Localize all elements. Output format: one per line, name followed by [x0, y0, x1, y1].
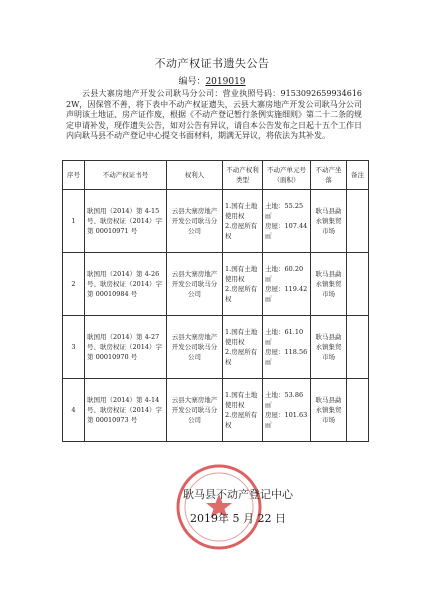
note [347, 190, 369, 253]
number-value: 2019019 [205, 77, 246, 87]
header-cell: 不动产单元号（面积） [263, 161, 311, 190]
house-area: 房屋：101.63 ㎡ [265, 411, 308, 429]
rights-type [223, 190, 263, 253]
row-number: 1 [63, 190, 85, 253]
table-row [63, 253, 369, 316]
row-number: 4 [63, 379, 85, 442]
unit-area [263, 253, 311, 316]
row-number: 2 [63, 253, 85, 316]
note [347, 253, 369, 316]
header-cell: 不动产权利类型 [223, 161, 263, 190]
house-area: 房屋：107.44 ㎡ [265, 222, 308, 240]
rights-type-line: 2.房屋所有权 [225, 285, 258, 303]
note [347, 316, 369, 379]
certificate-table [62, 160, 369, 442]
rights-type [223, 253, 263, 316]
notice-body: 云县大寨房地产开发公司耿马分公司：营业执照号码：9153092659934616 2W，因保管不善，将下表中不动产权证遗失，云县大寨房地产开发公司耿马分公司声明该土地证、房产证作废，根据《不动产登记暂行条例实施细则》第二十二条的规定申请补发，现作遗失公告，如对公告有异议，请自本公告发布之日起十五个工作日内向耿马县不动产登记中心提交书面材料，期满无异议，将依法为其补发。 [66, 89, 362, 140]
unit-area [263, 190, 311, 253]
header-cell: 权利人 [167, 161, 223, 190]
location: 耿马县勐永镇集贸市场 [311, 316, 347, 379]
issuing-office: 耿马县不动产登记中心 [183, 488, 293, 501]
header-cell: 备注 [347, 161, 369, 190]
notice-number [0, 74, 424, 87]
rights-type-line: 1.国有土地使用权 [225, 391, 258, 409]
number-label: 编号： [178, 77, 206, 87]
header-cell: 不动产权证书号 [85, 161, 167, 190]
cert-number: 耿国用（2014）第 4-26 号、耿房权证（2014）字第 00010984 号 [85, 253, 167, 316]
rights-holder: 云县大寨房地产开发公司耿马分公司 [167, 253, 223, 316]
table-row [63, 316, 369, 379]
rights-type-line: 2.房屋所有权 [225, 348, 258, 366]
rights-type-line: 1.国有土地使用权 [225, 202, 258, 220]
cert-number: 耿国用（2014）第 4-27 号、耿房权证（2014）字第 00010970 号 [85, 316, 167, 379]
row-number: 3 [63, 316, 85, 379]
table-row [63, 190, 369, 253]
rights-type-line: 2.房屋所有权 [225, 222, 258, 240]
note [347, 379, 369, 442]
rights-holder: 云县大寨房地产开发公司耿马分公司 [167, 316, 223, 379]
land-area: 土地：61.10 ㎡ [265, 328, 304, 346]
page-title: 不动产权证书遗失公告 [154, 57, 270, 70]
cert-number: 耿国用（2014）第 4-14 号、耿房权证（2014）字第 00010973 号 [85, 379, 167, 442]
rights-type-line: 1.国有土地使用权 [225, 328, 258, 346]
rights-holder: 云县大寨房地产开发公司耿马分公司 [167, 190, 223, 253]
table-header-row [63, 161, 369, 190]
location: 耿马县勐永镇集贸市场 [311, 253, 347, 316]
house-area: 房屋：119.42 ㎡ [265, 285, 308, 303]
official-seal-icon [174, 462, 264, 552]
issue-date: 2019年 5 月 22 日 [190, 512, 286, 525]
location: 耿马县勐永镇集贸市场 [311, 379, 347, 442]
cert-number: 耿国用（2014）第 4-15 号、耿房权证（2014）字第 00010971 号 [85, 190, 167, 253]
land-area: 土地：60.20 ㎡ [265, 265, 304, 283]
rights-type-line: 2.房屋所有权 [225, 411, 258, 429]
rights-type-line: 1.国有土地使用权 [225, 265, 258, 283]
house-area: 房屋：118.56 ㎡ [265, 348, 308, 366]
rights-type [223, 379, 263, 442]
land-area: 土地：55.25 ㎡ [265, 202, 304, 220]
header-cell: 不动产坐落 [311, 161, 347, 190]
location: 耿马县勐永镇集贸市场 [311, 190, 347, 253]
table-row [63, 379, 369, 442]
rights-holder: 云县大寨房地产开发公司耿马分公司 [167, 379, 223, 442]
land-area: 土地：53.86 ㎡ [265, 391, 304, 409]
header-cell: 序号 [63, 161, 85, 190]
unit-area [263, 379, 311, 442]
rights-type [223, 316, 263, 379]
unit-area [263, 316, 311, 379]
